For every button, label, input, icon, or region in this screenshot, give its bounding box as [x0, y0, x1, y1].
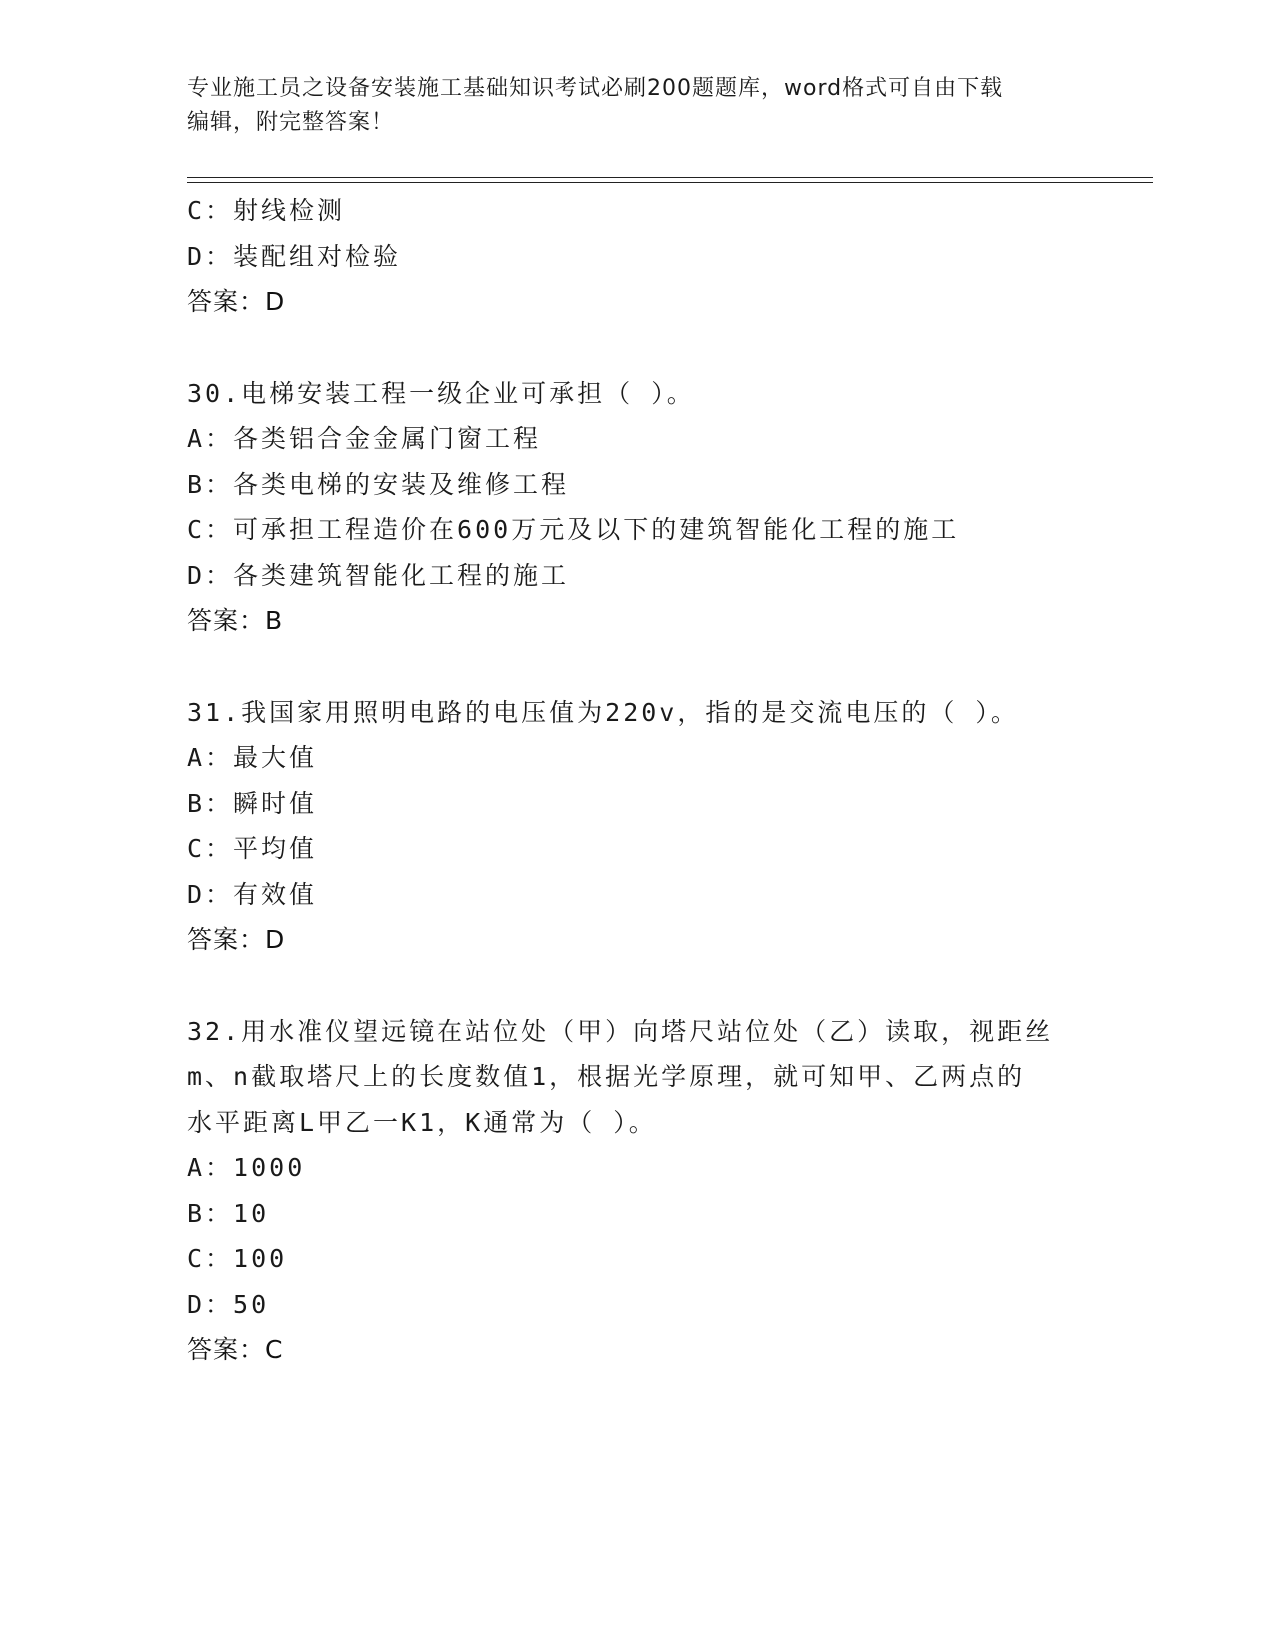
question-29-tail: [187, 188, 1147, 325]
answer-line: 答案：D: [187, 287, 286, 316]
option-d: D：有效值: [187, 879, 318, 909]
option-c: C：平均值: [187, 834, 318, 863]
option-b: B：各类电梯的安装及维修工程: [187, 469, 570, 499]
document-body: [187, 188, 1147, 1373]
document-header: [187, 72, 1087, 140]
option-c: C：100: [187, 1244, 288, 1273]
question-stem-line-1: 32.用水准仪望远镜在站位处（甲）向塔尺站位处（乙）读取，视距丝: [187, 1016, 1054, 1046]
question-30: [187, 371, 1147, 644]
spacer: [187, 644, 1147, 690]
option-d: D：50: [187, 1289, 270, 1319]
question-stem-line-2: m、n截取塔尺上的长度数值1，根据光学原理，就可知甲、乙两点的: [187, 1062, 1026, 1091]
option-a: A：各类铝合金金属门窗工程: [187, 424, 542, 453]
question-stem: 31.我国家用照明电路的电压值为220v，指的是交流电压的（ ）。: [187, 697, 1019, 727]
answer-line: 答案：D: [187, 925, 286, 954]
header-rule-top: [187, 177, 1153, 178]
option-c: C：可承担工程造价在600万元及以下的建筑智能化工程的施工: [187, 515, 960, 544]
question-stem: 30.电梯安装工程一级企业可承担（ ）。: [187, 378, 695, 408]
option-b: B：瞬时值: [187, 788, 318, 818]
header-rule-bottom: [187, 182, 1153, 183]
header-line-1: 专业施工员之设备安装施工基础知识考试必刷200题题库，word格式可自由下载: [187, 76, 1004, 101]
answer-line: 答案：C: [187, 1335, 284, 1364]
option-d: D：装配组对检验: [187, 241, 402, 271]
spacer: [187, 325, 1147, 371]
option-a: A：1000: [187, 1153, 306, 1182]
question-31: [187, 690, 1147, 963]
header-line-2: 编辑，附完整答案！: [187, 110, 395, 135]
option-d: D：各类建筑智能化工程的施工: [187, 560, 570, 590]
question-stem-line-3: 水平距离L甲乙一K1，K通常为（ ）。: [187, 1107, 657, 1137]
option-b: B：10: [187, 1198, 270, 1228]
option-c: C：射线检测: [187, 196, 346, 225]
spacer: [187, 963, 1147, 1009]
question-32: [187, 1009, 1147, 1373]
option-a: A：最大值: [187, 743, 318, 772]
answer-line: 答案：B: [187, 606, 284, 635]
